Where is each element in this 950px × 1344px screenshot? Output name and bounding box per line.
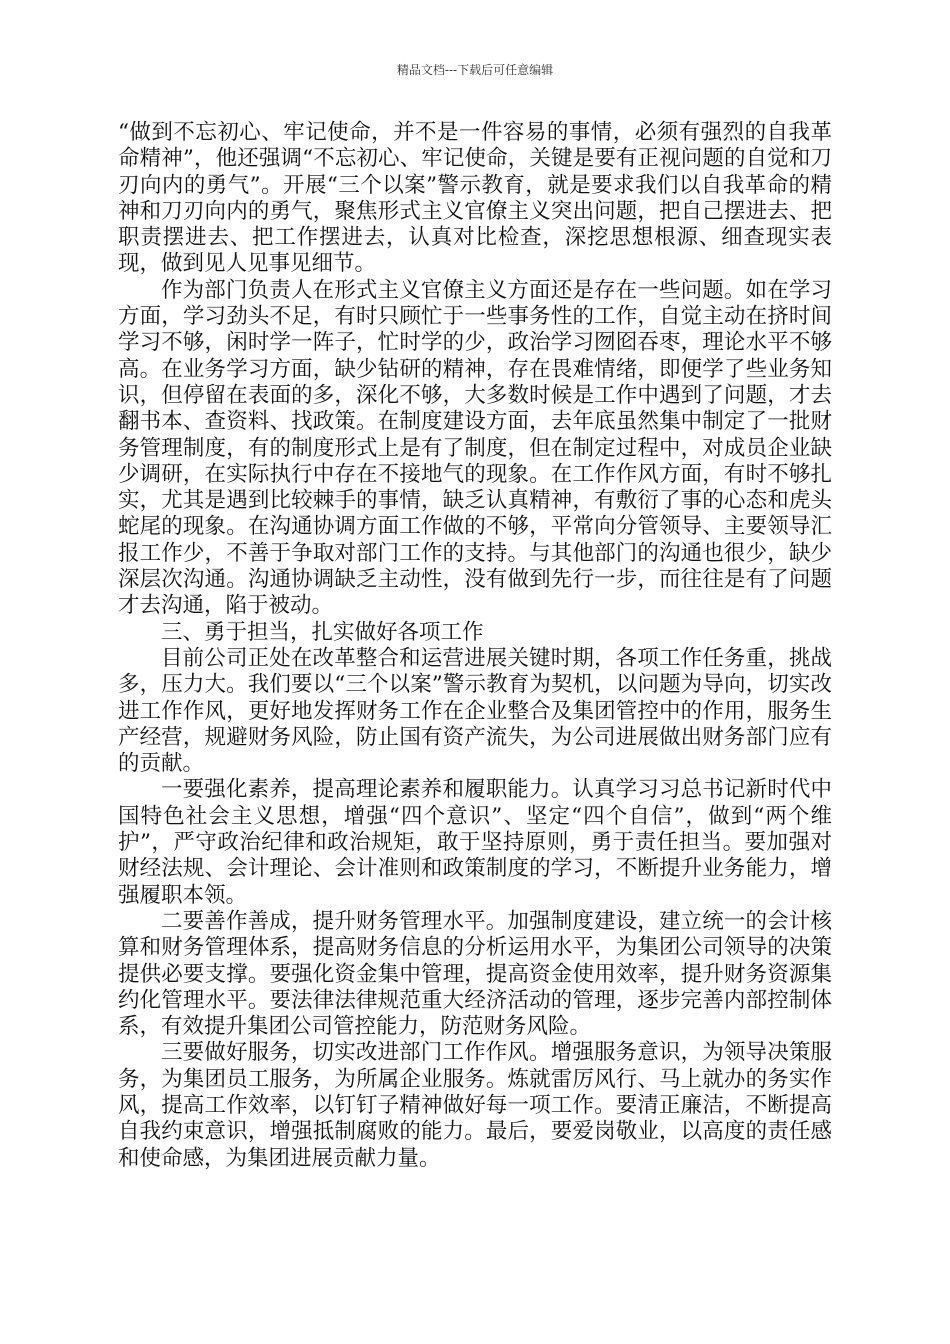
paragraph-problems: 作为部门负责人在形式主义官僚主义方面还是存在一些问题。如在学习方面，学习劲头不足，有时只顾忙于一些事务性的工作，自觉主动在挤时间学习不够，闲时学一阵子，忙时学的少，政治学习囫囵吞枣，理论水平不够高。在业务学习方面，缺少钻研的精神，存在畏难情绪，即便学了些业务知识，但停留在表面的多，深化不够，大多数时候是工作中遇到了问题，才去翻书本、查资料、找政策。在制度建设方面，去年底虽然集中制定了一批财务管理制度，有的制度形式上是有了制度，但在制定过程中，对成员企业缺少调研，在实际执行中存在不接地气的现象。在工作作风方面，有时不够扎实，尤其是遇到比较棘手的事情，缺乏认真精神，有敷衍了事的心态和虎头蛇尾的现象。在沟通协调方面工作做的不够，平常向分管领导、主要领导汇报工作少，不善于争取对部门工作的支持。与其他部门的沟通也很少，缺少深层次沟通。沟通协调缺乏主动性，没有做到先行一步，而往往是有了问题才去沟通，陷于被动。 — [118, 277, 832, 619]
paragraph-opening: “做到不忘初心、牢记使命，并不是一件容易的事情，必须有强烈的自我革命精神”，他还强调“不忘初心、牢记使命，关键是要有正视问题的自觉和刀刃向内的勇气”。开展“三个以案”警示教育，就是要求我们以自我革命的精神和刀刃向内的勇气，聚焦形式主义官僚主义突出问题，把自己摆进去、把职责摆进去、把工作摆进去，认真对比检查，深挖思想根源、细查现实表现，做到见人见事见细节。 — [118, 120, 832, 277]
running-header: 精品文档---下载后可任意编辑 — [396, 63, 554, 77]
section-heading-3: 三、勇于担当，扎实做好各项工作 — [161, 619, 484, 645]
paragraph-intro: 目前公司正处在改革整合和运营进展关键时期，各项工作任务重，挑战多，压力大。我们要以“三个以案”警示教育为契机，以问题为导向，切实改进工作作风，更好地发挥财务工作在企业整合及集团管控中的作用，服务生产经营，规避财务风险，防止国有资产流失，为公司进展做出财务部门应有的贡献。 — [118, 645, 832, 777]
paragraph-point-2: 二要善作善成，提升财务管理水平。加强制度建设，建立统一的会计核算和财务管理体系，提高财务信息的分析运用水平，为集团公司领导的决策提供必要支撑。要强化资金集中管理，提高资金使用效率，提升财务资源集约化管理水平。要法律法律规范重大经济活动的管理，逐步完善内部控制体系，有效提升集团公司管控能力，防范财务风险。 — [118, 908, 832, 1040]
paragraph-point-3: 三要做好服务，切实改进部门工作作风。增强服务意识，为领导决策服务，为集团员工服务，为所属企业服务。炼就雷厉风行、马上就办的务实作风，提高工作效率，以钉钉子精神做好每一项工作。要清正廉洁，不断提高自我约束意识，增强抵制腐败的能力。最后，要爱岗敬业，以高度的责任感和使命感，为集团进展贡献力量。 — [118, 1040, 832, 1171]
paragraph-point-1: 一要强化素养，提高理论素养和履职能力。认真学习习总书记新时代中国特色社会主义思想，增强“四个意识”、坚定“四个自信”，做到“两个维护”，严守政治纪律和政治规矩，敢于坚持原则，勇于责任担当。要加强对财经法规、会计理论、会计准则和政策制度的学习，不断提升业务能力，增强履职本领。 — [118, 777, 832, 908]
document-body — [118, 120, 832, 1172]
